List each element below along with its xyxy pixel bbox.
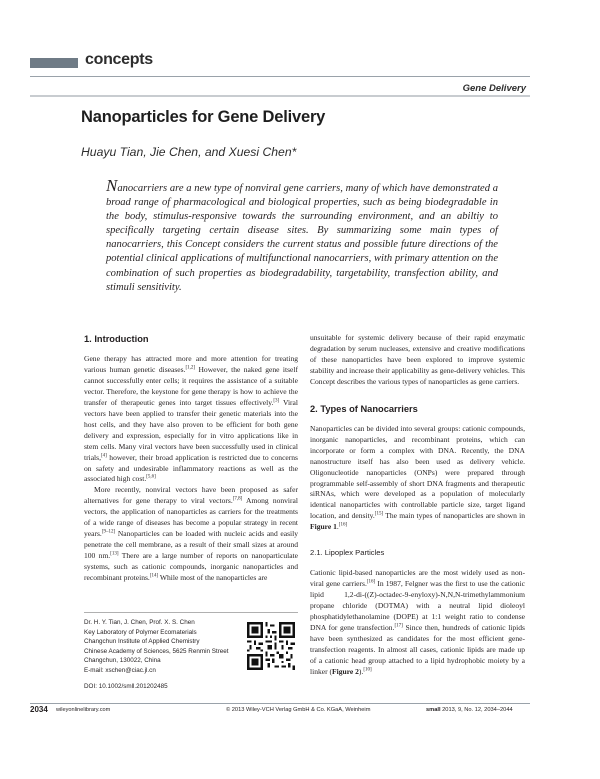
journal-name: small — [426, 707, 441, 713]
intro-paragraph-2: More recently, nonviral vectors have been proposed as safer alternatives for gene therapy to viral vectors.[7,8] Among nonviral vectors, the application of nanoparticles as carriers for the treatments of a wide range of diseases has become a popular strategy in recent years.[9–12] Nanoparticles can be loaded with nucleic acids and easily penetrate the cell membrane, as a result of their small sizes at around 100 nm.[13] There are a large number of reports on nanoparticulate systems, such as cationic compounds, inorganic nanoparticles and recombinant proteins.[14] While most of the nanoparticles are — [84, 485, 298, 583]
types-paragraph: Nanoparticles can be divided into several groups: cationic compounds, inorganic nanoparticles, and recombinant proteins, which can incorporate or form a complex with DNA. Recently, the DNA nanostructure itself has also been used as delivery vehicle. Oligonucleotide nanoparticles (ONPs) were prepared through programmable self-assembly of short DNA fragments and therapeutic siRNAs, which were developed as a population of molecularly identical nanoparticles with controllable particle size, target ligand location, and density.[15] The main types of nanoparticles are shown in Figure 1.[16] — [310, 423, 525, 532]
figure-1-link[interactable]: Figure 1 — [310, 522, 337, 532]
lipoplex-paragraph: Cationic lipid-based nanoparticles are the most widely used as non-viral gene carriers.[16] In 1987, Felgner was the first to use the cationic lipid 1,2-di-((Z)-octadec-9-enyloxy)-N,N,N-trimethylammonium propane chloride (DOTMA) with a neutral lipid dioleoyl phosphatidylethanolamine (DOPE) at 1:1 weight ratio to condense DNA for gene transfection.[17] Since then, hundreds of cationic lipids have been synthesized as candidates for the most efficient gene-transfection reagents. In almost all cases, cationic lipids are made up of a cationic head group attached to a lipid hydrophobic moiety by a linker (Figure 2).[10] — [310, 568, 526, 676]
copyright: © 2013 Wiley-VCH Verlag GmbH & Co. KGaA, Weinheim — [226, 707, 371, 713]
abstract — [106, 176, 498, 295]
abstract-text: anocarriers are a new type of nonviral gene carriers, many of which have demonstrated a broad range of pharmacological and biological properties, such as being biodegradable in the body, stimulus-responsive towards the surrounding environment, and an abiltiy to specifically targeting certain disease sites. By summarizing some main types of nanocarriers, this Concept considers the current status and possible future directions of the potential clinical applications of multifunctional nanocarriers, with primary attention on the combination of such properties as biodegradability, targetability, transfection ability, and stimuli sensitivity. — [106, 183, 498, 293]
abstract-drop-cap: N — [106, 176, 118, 195]
email-link[interactable]: E-mail: xschen@ciac.jl.cn — [84, 666, 156, 674]
citation[interactable]: [17] — [394, 623, 403, 629]
citation[interactable]: [5,6] — [146, 474, 156, 480]
citation[interactable]: [14] — [149, 573, 159, 579]
left-column — [84, 333, 298, 584]
article-title: Nanoparticles for Gene Delivery — [81, 108, 326, 126]
doi-link[interactable]: DOI: 10.1002/smll.201202485 — [84, 683, 168, 690]
right-column — [310, 333, 525, 678]
affiliation-block: Dr. H. Y. Tian, J. Chen, Prof. X. S. Chen Key Laboratory of Polymer Ecomaterials Changchun Institute of Applied Chemistry Chinese Academy of Sciences, 5625 Renmin Street Changchun, 130022, China E-mail: xschen@ciac.jl.cn — [84, 618, 244, 675]
header-divider — [30, 76, 530, 77]
section-label: concepts — [85, 51, 153, 68]
citation[interactable]: [1,2] — [185, 365, 196, 371]
citation[interactable]: [16] — [366, 579, 376, 585]
journal-citation — [426, 704, 513, 716]
citation[interactable]: [15] — [374, 511, 384, 517]
author-list: Huayu Tian, Jie Chen, and Xuesi Chen* — [81, 145, 297, 159]
citation[interactable]: [4] — [100, 453, 107, 459]
intro-paragraph-1: Gene therapy has attracted more and more attention for treating various human genetic diseases.[1,2] However, the naked gene itself cannot successfully enter cells; it requires the assistance of a suitable vector. Therefore, the keystone for gene therapy is how to achieve the transfer of therapeutic genes into target tissues effectively.[3] Viral vectors have been applied to transfer their genetic materials into the host cells, and they have also proven to be efficient for both gene delivery and expression, especially for in vitro applications like in stem cells. Many viral vectors have been successfully used in clinical trials,[4] however, their broad application is restricted due to concerns on safety and undesirable inflammatory reactions as well as the associated high cost.[5,6] — [84, 354, 298, 484]
citation[interactable]: [10] — [363, 667, 372, 673]
header-accent-bar — [30, 58, 78, 68]
category-label: Gene Delivery — [462, 83, 526, 94]
page-number: 2034 — [30, 705, 48, 714]
intro-continuation: unsuitable for systemic delivery because of their rapid enzymatic degradation by serum nucleases, extensive and creative modifications of these nanoparticles have been explored to improve systemic stability and increase their applicability as gene-delivery vehicles. This Concept describes the various types of nanoparticles as gene carriers. — [310, 333, 525, 386]
journal-info: 2013, 9, No. 12, 2034–2044 — [440, 707, 513, 713]
qr-code-icon[interactable] — [247, 622, 295, 670]
heading-lipoplex-particles: 2.1. Lipoplex Particles — [310, 548, 385, 558]
affiliation-divider — [84, 612, 298, 613]
citation[interactable]: [3] — [273, 398, 280, 404]
figure-2-link[interactable]: Figure 2 — [332, 666, 359, 676]
citation[interactable]: [7,8] — [232, 496, 243, 502]
heading-introduction: 1. Introduction — [84, 334, 149, 344]
citation[interactable]: [9–12] — [101, 529, 116, 535]
citation[interactable]: [16] — [338, 522, 348, 528]
website-link[interactable]: wileyonlinelibrary.com — [56, 707, 111, 713]
heading-types-of-nanocarriers: 2. Types of Nanocarriers — [310, 403, 418, 414]
header-rule — [30, 95, 530, 97]
citation[interactable]: [13] — [110, 551, 119, 557]
